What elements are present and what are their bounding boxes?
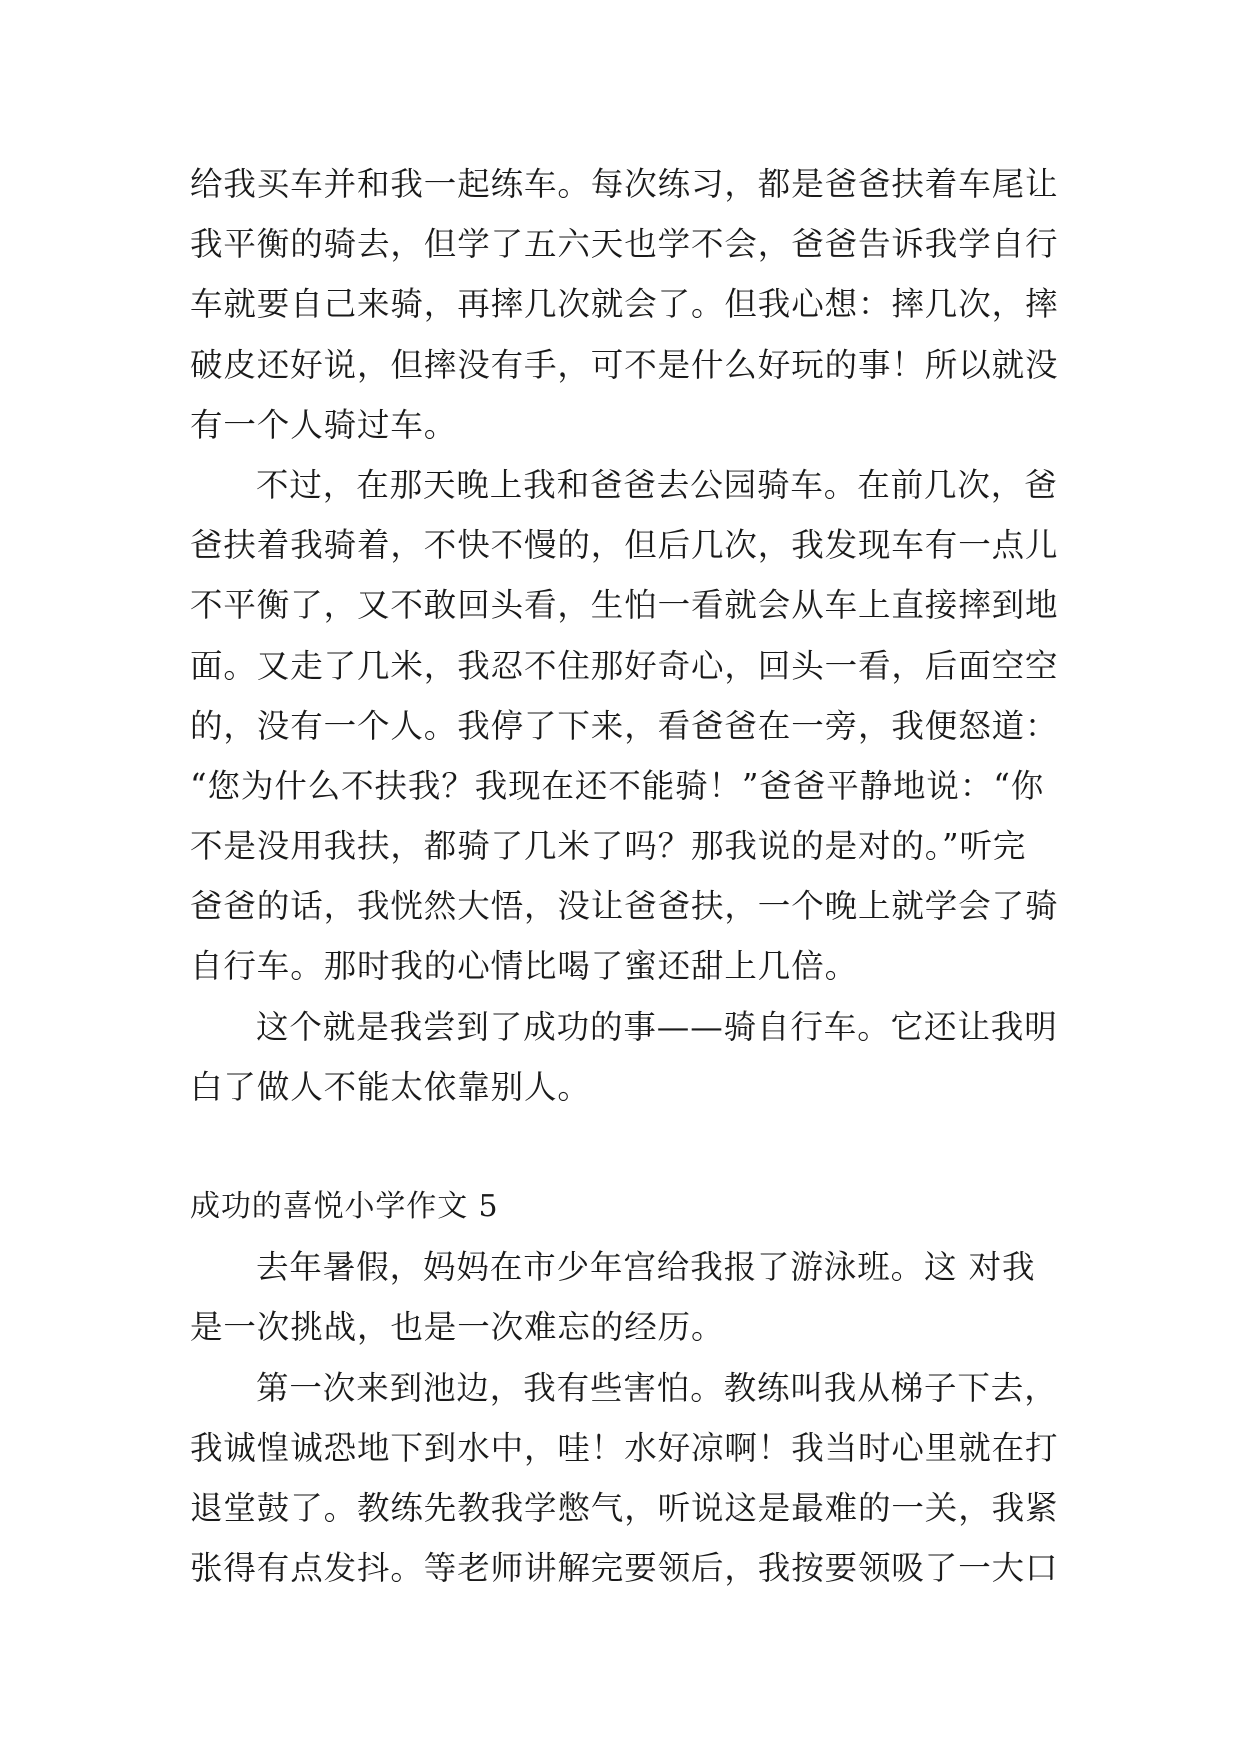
text-line: 爸扶着我骑着，不快不慢的，但后几次，我发现车有一点儿 xyxy=(190,526,1059,565)
text-line: 退堂鼓了。教练先教我学憋气，听说这是最难的一关，我紧 xyxy=(190,1488,1059,1527)
text-line: 面。又走了几米，我忍不住那好奇心，回头一看，后面空空 xyxy=(190,646,1059,685)
text-line: 不过，在那天晚上我和爸爸去公园骑车。在前几次，爸 xyxy=(256,465,1058,504)
paragraph xyxy=(190,1237,1060,1357)
text-line: 张得有点发抖。等老师讲解完要领后，我按要领吸了一大口 xyxy=(190,1549,1059,1588)
text-line: “您为什么不扶我？我现在还不能骑！”爸爸平静地说：“你 xyxy=(190,766,1045,805)
section-heading: 成功的喜悦小学作文 5 xyxy=(190,1189,499,1224)
paragraph xyxy=(190,1358,1060,1599)
paragraph xyxy=(190,154,1060,455)
text-line: 破皮还好说，但摔没有手，可不是什么好玩的事！所以就没 xyxy=(190,345,1059,384)
text-line: 不平衡了，又不敢回头看，生怕一看就会从车上直接摔到地 xyxy=(190,586,1059,625)
blank-space xyxy=(190,1117,1060,1177)
text-line: 自行车。那时我的心情比喝了蜜还甜上几倍。 xyxy=(190,947,859,986)
text-line: 我平衡的骑去，但学了五六天也学不会，爸爸告诉我学自行 xyxy=(190,225,1059,264)
text-line: 这个就是我尝到了成功的事——骑自行车。它还让我明 xyxy=(256,1007,1058,1046)
text-line: 有一个人骑过车。 xyxy=(190,405,458,444)
text-line: 去年暑假，妈妈在市少年宫给我报了游泳班。这 对我 xyxy=(256,1248,1036,1287)
text-line: 给我买车并和我一起练车。每次练习，都是爸爸扶着车尾让 xyxy=(190,165,1059,203)
paragraph xyxy=(190,455,1060,997)
text-line: 我诚惶诚恐地下到水中，哇！水好凉啊！我当时心里就在打 xyxy=(190,1428,1059,1467)
paragraph xyxy=(190,997,1060,1117)
text-line: 爸爸的话，我恍然大悟，没让爸爸扶，一个晚上就学会了骑 xyxy=(190,887,1059,926)
text-line: 车就要自己来骑，再摔几次就会了。但我心想：摔几次，摔 xyxy=(190,285,1059,324)
document-body xyxy=(190,154,1060,1598)
text-line: 白了做人不能太依靠别人。 xyxy=(190,1067,591,1106)
text-line: 不是没用我扶，都骑了几米了吗？那我说的是对的。”听完 xyxy=(190,827,1027,866)
text-line: 是一次挑战，也是一次难忘的经历。 xyxy=(190,1308,725,1347)
text-line: 第一次来到池边，我有些害怕。教练叫我从梯子下去， xyxy=(256,1368,1058,1407)
text-line: 的，没有一个人。我停了下来，看爸爸在一旁，我便怒道： xyxy=(190,706,1059,745)
